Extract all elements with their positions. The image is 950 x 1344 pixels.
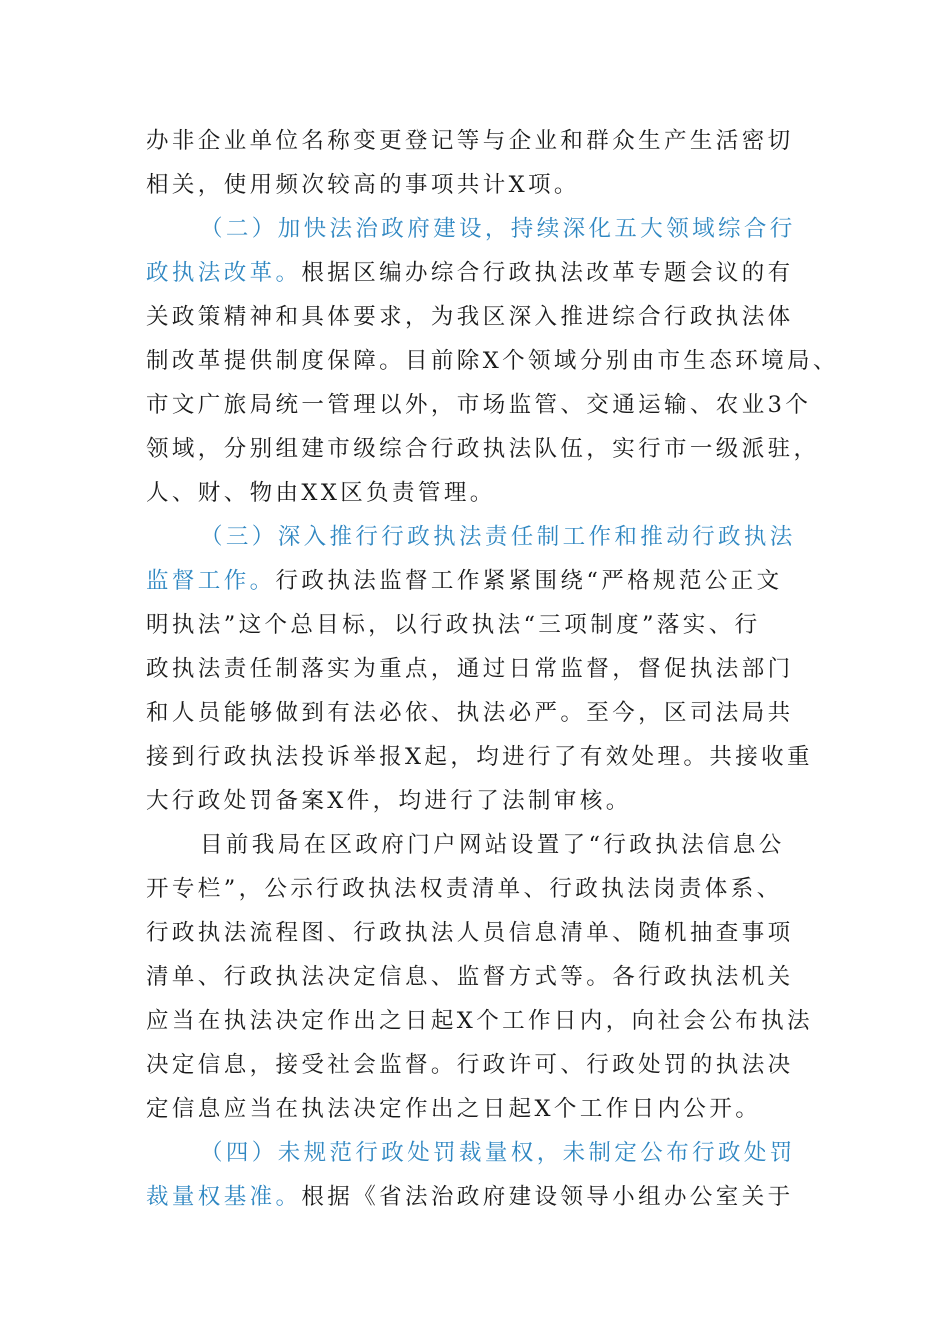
body-text: 清单、行政执法决定信息、监督方式等。各行政执法机关 [146, 964, 794, 990]
body-text: 接到行政执法投诉举报X起，均进行了有效处理。共接收重 [146, 744, 813, 770]
text-line [146, 1006, 813, 1036]
body-text: 市文广旅局统一管理以外，市场监管、交通运输、农业3个 [146, 392, 812, 418]
text-line [146, 566, 783, 596]
text-line [146, 698, 794, 728]
body-text: 关政策精神和具体要求，为我区深入推进综合行政执法体 [146, 304, 794, 330]
body-text: 领域，分别组建市级综合行政执法队伍，实行市一级派驻， [146, 436, 820, 462]
body-text: 根据区编办综合行政执法改革专题会议的有 [301, 260, 794, 286]
section-heading-3: （三）深入推行行政执法责任制工作和推动行政执法 [200, 524, 796, 550]
text-line [146, 258, 794, 288]
body-text: 决定信息，接受社会监督。行政许可、行政处罚的执法决 [146, 1052, 794, 1078]
section-heading-line [200, 214, 796, 244]
body-text: 根据《省法治政府建设领导小组办公室关于 [301, 1184, 794, 1210]
text-line [146, 962, 794, 992]
text-line [146, 390, 811, 420]
text-line [146, 742, 813, 772]
text-line [146, 126, 794, 156]
text-line [146, 1050, 794, 1080]
body-text: 大行政处罚备案X件，均进行了法制审核。 [146, 788, 632, 814]
body-text: 目前我局在区政府门户网站设置了“行政执法信息公 [200, 832, 785, 858]
text-line [146, 478, 496, 508]
body-text: 和人员能够做到有法必依、执法必严。至今，区司法局共 [146, 700, 794, 726]
body-text: 应当在执法决定作出之日起X个工作日内，向社会公布执法 [146, 1008, 813, 1034]
text-line [146, 874, 783, 904]
body-text: 办非企业单位名称变更登记等与企业和群众生产生活密切 [146, 128, 794, 154]
body-text: 相关，使用频次较高的事项共计X项。 [146, 172, 580, 198]
section-heading-line [200, 1138, 796, 1168]
body-text: 行政执法流程图、行政执法人员信息清单、随机抽查事项 [146, 920, 794, 946]
text-line [200, 830, 785, 860]
body-text: 制改革提供制度保障。目前除X个领域分别由市生态环境局、 [146, 348, 839, 374]
body-text: 明执法”这个总目标，以行政执法“三项制度”落实、行 [146, 612, 761, 638]
body-text: 开专栏”，公示行政执法权责清单、行政执法岗责体系、 [146, 876, 783, 902]
text-line [146, 610, 761, 640]
text-line [146, 302, 794, 332]
text-line [146, 1182, 794, 1212]
text-line [146, 918, 794, 948]
section-heading-3-end: 监督工作。 [146, 568, 276, 594]
text-line [146, 346, 839, 376]
text-line [146, 654, 794, 684]
body-text: 定信息应当在执法决定作出之日起X个工作日内公开。 [146, 1096, 762, 1122]
body-text: 行政执法监督工作紧紧围绕“严格规范公正文 [275, 568, 783, 594]
section-heading-4: （四）未规范行政处罚裁量权，未制定公布行政处罚 [200, 1140, 796, 1166]
text-line [146, 1094, 761, 1124]
section-heading-2: （二）加快法治政府建设，持续深化五大领域综合行 [200, 216, 796, 242]
section-heading-2-end: 政执法改革。 [146, 260, 302, 286]
text-line [146, 434, 819, 464]
body-text: 人、财、物由XX区负责管理。 [146, 480, 496, 506]
section-heading-4-end: 裁量权基准。 [146, 1184, 302, 1210]
text-line [146, 786, 632, 816]
section-heading-line [200, 522, 796, 552]
body-text: 政执法责任制落实为重点，通过日常监督，督促执法部门 [146, 656, 794, 682]
text-line [146, 170, 580, 200]
